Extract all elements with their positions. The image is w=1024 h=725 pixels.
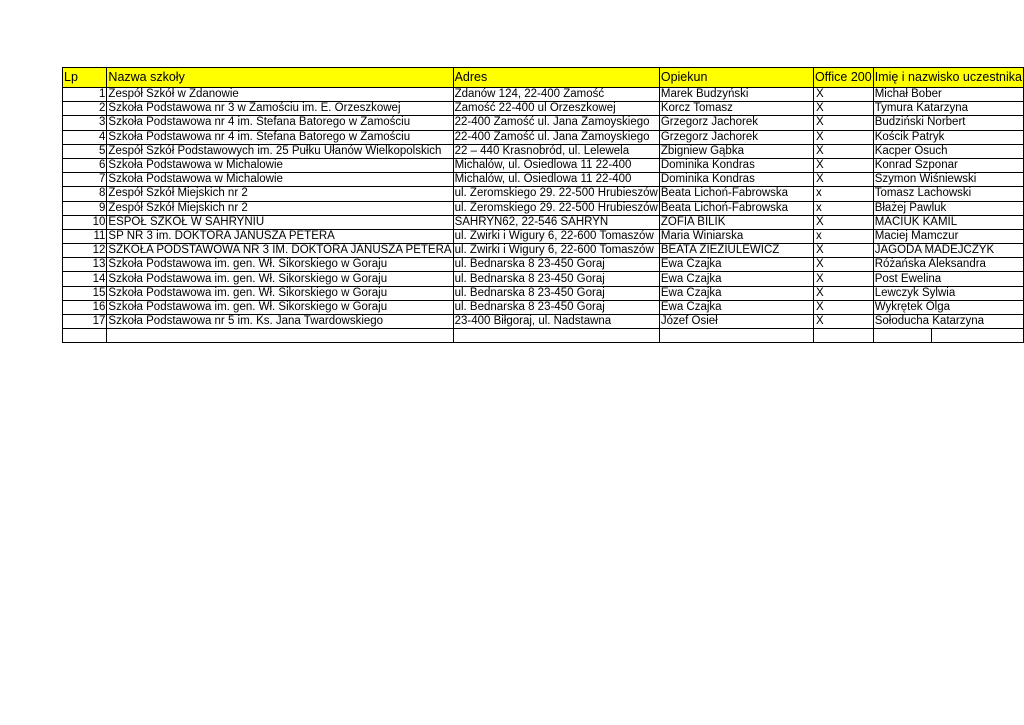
cell-address[interactable]: ul. Żeromskiego 29. 22-500 Hrubieszów	[454, 187, 658, 200]
cell-participant[interactable]: Tomasz Lachowski	[873, 187, 1023, 201]
cell-participant[interactable]: Błażej Pawluk	[873, 201, 1023, 215]
cell-participant[interactable]: Post Ewelina	[873, 272, 1023, 286]
cell-address[interactable]: Michalów, ul. Osiedlowa 11 22-400	[453, 173, 659, 187]
cell-address[interactable]: ul. Żwirki i Wigury 6, 22-600 Tomaszów	[453, 244, 659, 258]
cell-address[interactable]: ul. Bednarska 8 23-450 Goraj	[453, 300, 659, 314]
participants-table	[62, 67, 1024, 343]
cell-office[interactable]: X	[813, 215, 873, 229]
table-row	[63, 144, 1024, 158]
cell-office[interactable]: X	[813, 158, 873, 172]
table-row	[63, 187, 1024, 201]
cell-school[interactable]: Szkoła Podstawowa im. gen. Wł. Sikorskiego w Goraju	[107, 272, 453, 286]
table-row	[63, 244, 1024, 258]
cell-participant[interactable]: Tymura Katarzyna	[873, 102, 1023, 116]
empty-cell[interactable]	[659, 329, 813, 343]
header-participant[interactable]: Imię i nazwisko uczestnika	[873, 68, 1023, 88]
cell-participant[interactable]: MACIUK KAMIL	[873, 215, 1023, 229]
empty-cell[interactable]	[107, 329, 453, 343]
cell-guardian[interactable]: Korcz Tomasz	[659, 102, 813, 116]
cell-lp[interactable]: 8	[63, 187, 107, 201]
table-row	[63, 315, 1024, 329]
table-row	[63, 158, 1024, 172]
cell-office[interactable]: x	[813, 229, 873, 243]
cell-school[interactable]: Szkoła Podstawowa nr 3 w Zamościu im. E. Orzeszkowej	[107, 102, 453, 116]
empty-cell[interactable]	[813, 329, 873, 343]
cell-office[interactable]: X	[813, 300, 873, 314]
cell-participant[interactable]: Kościk Patryk	[873, 130, 1023, 144]
cell-address[interactable]: ul. Żwirki i Wigury 6, 22-600 Tomaszów	[453, 229, 659, 243]
cell-address[interactable]: 23-400 Biłgoraj, ul. Nadstawna	[453, 315, 659, 329]
cell-school[interactable]: Zespół Szkół Miejskich nr 2	[107, 201, 453, 215]
cell-guardian[interactable]: Dominika Kondras	[659, 173, 813, 187]
cell-guardian[interactable]: Ewa Czajka	[659, 286, 813, 300]
cell-office[interactable]: X	[813, 244, 873, 258]
cell-guardian[interactable]: Józef Osieł	[659, 315, 813, 329]
header-school[interactable]: Nazwa szkoły	[107, 68, 453, 88]
cell-lp[interactable]: 17	[63, 315, 107, 329]
cell-school[interactable]: ESPÓŁ SZKÓŁ W SAHRYNIU	[107, 215, 453, 229]
header-office[interactable]: Office 200	[813, 68, 873, 88]
cell-participant[interactable]: Konrad Szponar	[873, 158, 1023, 172]
cell-address[interactable]: 22-400 Zamość ul. Jana Zamoyskiego	[453, 116, 659, 130]
cell-office[interactable]: X	[813, 272, 873, 286]
cell-school[interactable]: Zespół Szkół Miejskich nr 2	[107, 187, 453, 201]
cell-address[interactable]: Zamość 22-400 ul Orzeszkowej	[453, 102, 659, 116]
empty-row	[63, 329, 1024, 343]
cell-guardian[interactable]: ZOFIA BILIK	[659, 215, 813, 229]
table-row	[63, 116, 1024, 130]
cell-guardian[interactable]: Maria Winiarska	[659, 229, 813, 243]
cell-participant[interactable]: Lewczyk Sylwia	[873, 286, 1023, 300]
cell-office[interactable]: X	[813, 173, 873, 187]
cell-school[interactable]: Szkoła Podstawowa im. gen. Wł. Sikorskiego w Goraju	[107, 300, 453, 314]
cell-address[interactable]: ul. Żeromskiego 29. 22-500 Hrubieszów	[454, 201, 658, 214]
cell-school[interactable]: Szkoła Podstawowa nr 4 im. Stefana Batorego w Zamościu	[107, 130, 453, 144]
cell-lp[interactable]: 1	[63, 88, 107, 102]
cell-school[interactable]: Szkoła Podstawowa nr 4 im. Stefana Batorego w Zamościu	[107, 116, 453, 130]
table-row	[63, 215, 1024, 229]
cell-lp[interactable]: 13	[63, 258, 107, 272]
table-row	[63, 272, 1024, 286]
table-row	[63, 300, 1024, 314]
header-row	[63, 68, 1024, 88]
cell-participant[interactable]: Budziński Norbert	[873, 116, 1023, 130]
cell-lp[interactable]: 11	[63, 229, 107, 243]
empty-cell[interactable]	[453, 329, 659, 343]
cell-lp[interactable]: 16	[63, 300, 107, 314]
cell-school[interactable]: SP NR 3 im. DOKTORA JANUSZA PETERA	[107, 229, 453, 243]
cell-office[interactable]: X	[813, 286, 873, 300]
cell-school[interactable]: Szkoła Podstawowa im. gen. Wł. Sikorskiego w Goraju	[107, 286, 453, 300]
cell-office[interactable]: X	[813, 102, 873, 116]
cell-school[interactable]: Szkoła Podstawowa nr 5 im. Ks. Jana Twardowskiego	[107, 315, 453, 329]
cell-lp[interactable]: 4	[63, 130, 107, 144]
table-row	[63, 229, 1024, 243]
empty-cell[interactable]	[63, 329, 107, 343]
cell-address[interactable]: ul. Bednarska 8 23-450 Goraj	[453, 272, 659, 286]
table-row	[63, 286, 1024, 300]
header-guardian[interactable]: Opiekun	[659, 68, 813, 88]
cell-school[interactable]: SZKOŁA PODSTAWOWA NR 3 IM. DOKTORA JANUSZA PETERA	[108, 244, 452, 257]
cell-address[interactable]: 22 – 440 Krasnobród, ul. Lelewela	[453, 144, 659, 158]
cell-school[interactable]: Szkoła Podstawowa w Michalowie	[107, 173, 453, 187]
table-row	[63, 102, 1024, 116]
cell-lp[interactable]: 10	[63, 215, 107, 229]
cell-lp[interactable]: 3	[63, 116, 107, 130]
cell-office[interactable]: X	[813, 88, 873, 102]
cell-school[interactable]: Szkoła Podstawowa im. gen. Wł. Sikorskiego w Goraju	[107, 258, 453, 272]
cell-guardian[interactable]: Ewa Czajka	[659, 300, 813, 314]
cell-guardian[interactable]: Dominika Kondras	[659, 158, 813, 172]
cell-guardian[interactable]: Beata Lichoń-Fabrowska	[659, 187, 813, 201]
cell-office[interactable]: x	[813, 187, 873, 201]
cell-address[interactable]: Michalów, ul. Osiedlowa 11 22-400	[453, 158, 659, 172]
cell-guardian[interactable]: Zbigniew Gąbka	[659, 144, 813, 158]
table-row	[63, 173, 1024, 187]
cell-participant[interactable]: Wykrętek Olga	[873, 300, 1023, 314]
cell-guardian[interactable]: Ewa Czajka	[659, 258, 813, 272]
cell-lp[interactable]: 6	[63, 158, 107, 172]
cell-participant[interactable]: Kacper Osuch	[873, 144, 1023, 158]
cell-lp[interactable]: 15	[63, 286, 107, 300]
cell-participant[interactable]: JAGODA MADEJCZYK	[873, 244, 1023, 258]
cell-school[interactable]: Zespół Szkół Podstawowych im. 25 Pułku Ułanów Wielkopolskich	[107, 144, 453, 158]
cell-office[interactable]: X	[813, 144, 873, 158]
cell-participant[interactable]: Sołoducha Katarzyna	[873, 315, 1023, 329]
cell-address[interactable]: ul. Bednarska 8 23-450 Goraj	[453, 258, 659, 272]
cell-address[interactable]: ul. Bednarska 8 23-450 Goraj	[453, 286, 659, 300]
cell-participant[interactable]: Michał Bober	[873, 88, 1023, 102]
header-address[interactable]: Adres	[453, 68, 659, 88]
cell-lp[interactable]: 7	[63, 173, 107, 187]
cell-office[interactable]: x	[813, 201, 873, 215]
cell-address[interactable]: SAHRYN62, 22-546 SAHRYŃ	[453, 215, 659, 229]
table-row	[63, 201, 1024, 215]
cell-guardian[interactable]: Marek Budzyński	[659, 88, 813, 102]
table-row	[63, 258, 1024, 272]
cell-lp[interactable]: 2	[63, 102, 107, 116]
cell-office[interactable]: X	[813, 130, 873, 144]
cell-guardian[interactable]: BEATA ZIEZIULEWICZ	[659, 244, 813, 258]
cell-participant[interactable]: Maciej Mamczur	[873, 229, 1023, 243]
cell-guardian[interactable]: Ewa Czajka	[659, 272, 813, 286]
cell-participant[interactable]: Różańska Aleksandra	[873, 258, 1023, 272]
cell-office[interactable]: X	[813, 315, 873, 329]
cell-lp[interactable]: 14	[63, 272, 107, 286]
table-row	[63, 130, 1024, 144]
cell-guardian[interactable]: Grzegorz Jachorek	[659, 130, 813, 144]
empty-cell[interactable]	[873, 329, 932, 343]
cell-school[interactable]: Szkoła Podstawowa w Michalowie	[107, 158, 453, 172]
cell-office[interactable]: X	[813, 258, 873, 272]
cell-school[interactable]: Zespół Szkół w Żdanowie	[107, 88, 453, 102]
header-lp[interactable]: Lp	[63, 68, 107, 88]
cell-address[interactable]: 22-400 Zamość ul. Jana Zamoyskiego	[453, 130, 659, 144]
cell-lp[interactable]: 12	[63, 244, 107, 258]
empty-cell[interactable]	[932, 329, 1024, 343]
cell-lp[interactable]: 9	[63, 201, 107, 215]
cell-office[interactable]: X	[813, 116, 873, 130]
cell-address[interactable]: Żdanów 124, 22-400 Zamość	[453, 88, 659, 102]
cell-guardian[interactable]: Grzegorz Jachorek	[659, 116, 813, 130]
table-row	[63, 88, 1024, 102]
cell-lp[interactable]: 5	[63, 144, 107, 158]
cell-guardian[interactable]: Beata Lichoń-Fabrowska	[659, 201, 813, 215]
cell-participant[interactable]: Szymon Wiśniewski	[873, 173, 1023, 187]
